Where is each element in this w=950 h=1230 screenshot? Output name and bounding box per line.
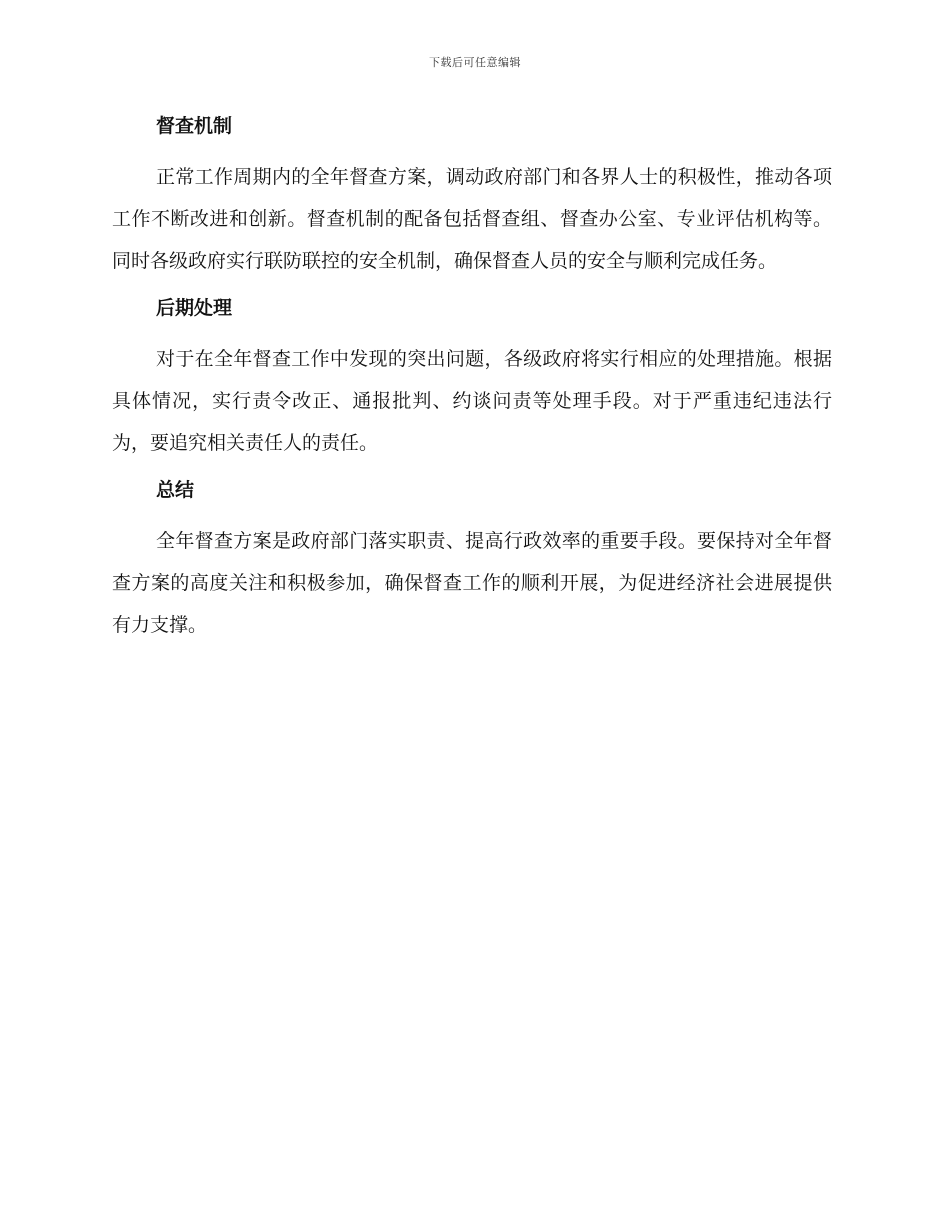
section-supervision-mechanism [112, 110, 832, 282]
section-heading: 总结 [156, 479, 195, 501]
section-paragraph: 全年督查方案是政府部门落实职责、提高行政效率的重要手段。要保持对全年督查方案的高度关注和积极参加，确保督查工作的顺利开展，为促进经济社会进展提供有力支撑。 [112, 530, 832, 636]
section-follow-up-handling [112, 292, 832, 464]
section-paragraph: 正常工作周期内的全年督查方案，调动政府部门和各界人士的积极性，推动各项工作不断改进和创新。督查机制的配备包括督查组、督查办公室、专业评估机构等。同时各级政府实行联防联控的安全机制，确保督查人员的安全与顺利完成任务。 [112, 166, 832, 272]
section-paragraph: 对于在全年督查工作中发现的突出问题，各级政府将实行相应的处理措施。根据具体情况，实行责令改正、通报批判、约谈问责等处理手段。对于严重违纪违法行为，要追究相关责任人的责任。 [112, 348, 832, 454]
section-heading: 后期处理 [156, 297, 233, 319]
section-summary [112, 474, 832, 646]
document-body [112, 110, 832, 656]
section-heading: 督查机制 [156, 115, 233, 137]
header-note: 下载后可任意编辑 [429, 56, 521, 69]
